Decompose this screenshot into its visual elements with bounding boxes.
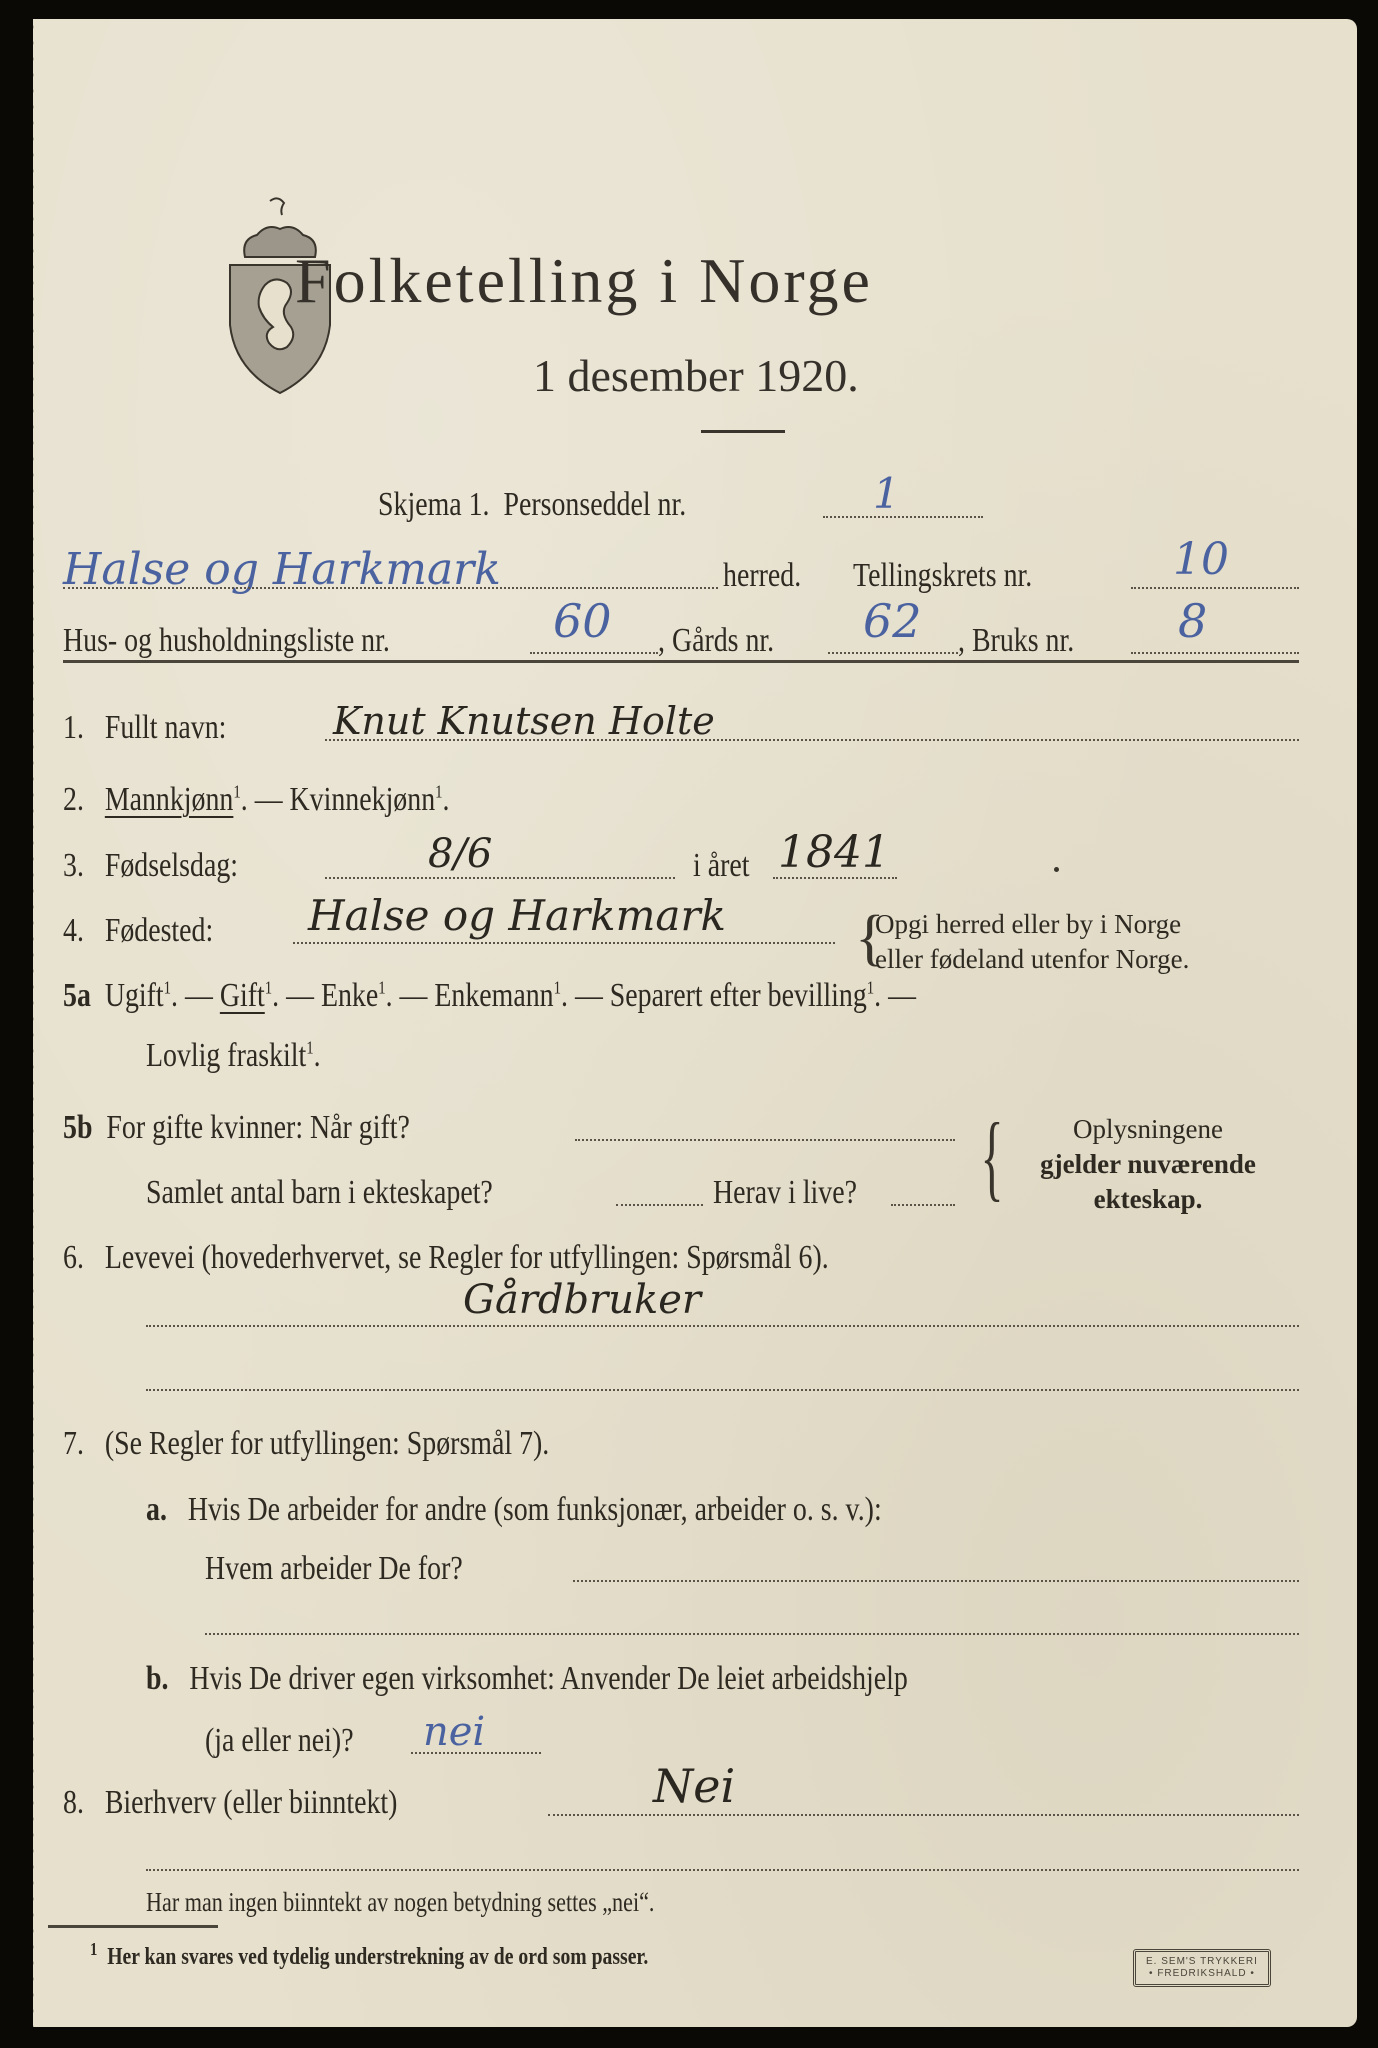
employer-field-line-2 [205,1633,1299,1635]
q7-row: 7. (Se Regler for utfyllingen: Spørsmål 7). [63,1425,550,1462]
gards-value[interactable]: 62 [863,594,922,648]
employer-label: Hvem arbeider De for? [205,1550,463,1587]
gards-field-line [828,652,958,654]
skjema-label: Skjema 1. [378,486,490,523]
husholdningsliste-value[interactable]: 60 [553,594,612,648]
birthday-value[interactable]: 8/6 [428,831,493,877]
hired-help-label: (ja eller nei)? [205,1722,354,1759]
children-field-line [616,1204,703,1206]
birthplace-note-line2: eller fødeland utenfor Norge. [875,944,1190,974]
occupation-field-line [146,1325,1299,1327]
tellingskrets-value[interactable]: 10 [1173,534,1229,585]
marriage-note-line3: ekteskap. [1093,1184,1203,1214]
q3-row: 3. Fødselsdag: [63,847,239,884]
alive-label: Herav i live? [713,1174,857,1211]
herred-label: herred. [723,557,802,594]
hired-help-value[interactable]: nei [423,1709,486,1755]
q4-row: 4. Fødested: [63,912,214,949]
side-income-field-line-2 [146,1869,1299,1871]
occupation-field-line-2 [146,1389,1299,1391]
q5a-row2: Lovlig fraskilt$^1$. [146,1037,321,1074]
occupation-value[interactable]: Gårdbruker [463,1277,702,1323]
option-gift-selected[interactable]: Gift [219,977,265,1014]
gards-label: , Gårds nr. [658,622,775,659]
married-when-field-line [575,1139,955,1141]
tellingskrets-field-line [1131,587,1299,589]
herred-value[interactable]: Halse og Harkmark [63,544,501,595]
year-label: i året [693,847,750,884]
option-male-selected[interactable]: Mannkjønn [104,781,234,818]
tellingskrets-label: Tellingskrets nr. [853,557,1033,594]
children-label: Samlet antal barn i ekteskapet? [146,1174,493,1211]
bruks-field-line [1131,652,1299,654]
bruks-value[interactable]: 8 [1178,594,1208,648]
alive-field-line [891,1204,955,1206]
option-lovlig-fraskilt[interactable]: Lovlig fraskilt [146,1037,307,1074]
option-separert[interactable]: Separert efter bevilling [609,977,867,1014]
personseddel-label: Personseddel nr. [503,486,687,523]
form-title: Folketelling i Norge [295,245,873,316]
q1-row: 1. Fullt navn: [63,709,227,746]
q7a-row: a. Hvis De arbeider for andre (som funksjonær, arbeider o. s. v.): [146,1491,882,1528]
birthplace-field-line [293,942,835,944]
husholdningsliste-field-line [530,652,658,654]
ink-dot [1054,867,1059,872]
full-name-value[interactable]: Knut Knutsen Holte [333,699,715,743]
side-income-note: Har man ingen biinntekt av nogen betydning settes „nei“. [146,1887,655,1917]
q7b-row: b. Hvis De driver egen virksomhet: Anvender De leiet arbeidshjelp [146,1660,908,1697]
q8-row: 8. Bierhverv (eller biinntekt) [63,1784,398,1821]
personseddel-field-line [823,516,983,518]
marriage-note-line2: gjelder nuværende [1040,1149,1256,1179]
birthplace-note-line1: Opgi herred eller by i Norge [875,909,1182,939]
birthplace-value[interactable]: Halse og Harkmark [308,891,726,940]
census-date: 1 desember 1920. [533,350,859,401]
birthday-field-line [325,877,675,879]
printer-stamp: E. SEM'S TRYKKERI • FREDRIKSHALD • [1133,1949,1271,1987]
herred-field-line [63,587,718,589]
brace-icon: { [980,1103,1004,1210]
bruks-label: , Bruks nr. [958,622,1075,659]
q6-row: 6. Levevei (hovederhvervet, se Regler for utfyllingen: Spørsmål 6). [63,1239,829,1276]
employer-field-line [573,1580,1299,1582]
option-enke[interactable]: Enke [320,977,379,1014]
husholdningsliste-label: Hus- og husholdningsliste nr. [63,622,390,659]
title-divider [701,430,785,433]
footnote-divider [48,1925,218,1928]
birth-year-value[interactable]: 1841 [778,827,890,878]
personseddel-value[interactable]: 1 [873,469,900,518]
census-form-page [33,19,1357,2027]
side-income-field-line [548,1814,1299,1816]
q5a-row: 5a Ugift$^1$. — Gift$^1$. — Enke$^1$. — Enkemann$^1$. — Separert efter bevilling$^1$. — [63,977,917,1014]
section-divider [63,660,1299,663]
option-enkemann[interactable]: Enkemann [434,977,554,1014]
option-female[interactable]: Kvinnekjønn [289,781,436,818]
footnote: $^1$ Her kan svares ved tydelig understrekning av de ord som passer. [90,1939,649,1970]
skjema-row [378,486,754,524]
side-income-value[interactable]: Nei [653,1759,736,1813]
perforated-edge [27,19,39,2027]
option-ugift[interactable]: Ugift [104,977,164,1014]
q5b-row: 5b For gifte kvinner: Når gift? [63,1109,410,1146]
marriage-note-line1: Oplysningene [1073,1114,1223,1144]
brace-icon: { [855,904,885,972]
q2-row: 2. Mannkjønn$^1$. — Kvinnekjønn$^1$. [63,781,450,818]
